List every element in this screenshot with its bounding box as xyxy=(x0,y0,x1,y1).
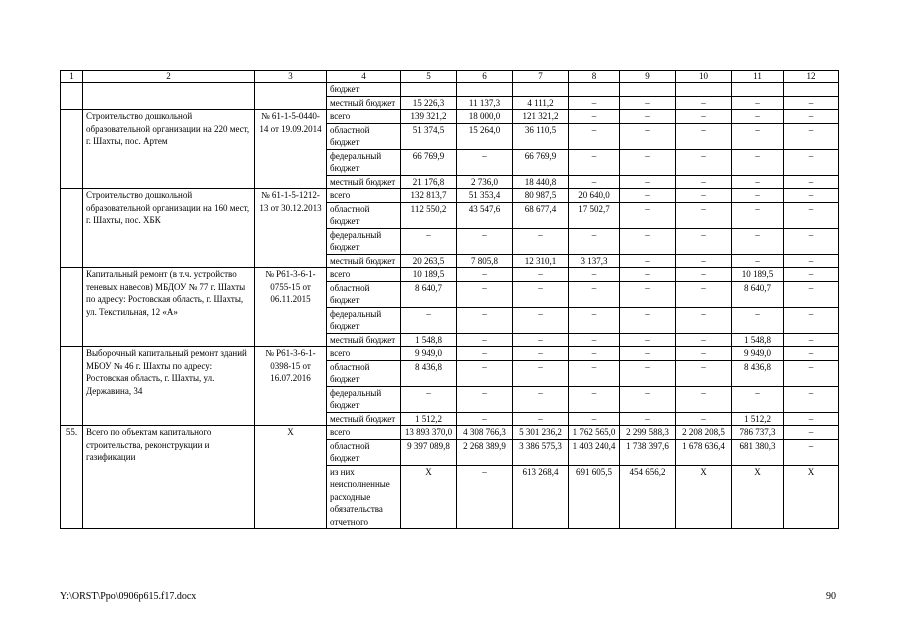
value-cell: 132 813,7 xyxy=(401,189,457,203)
value-cell: – xyxy=(676,96,732,110)
column-header: 3 xyxy=(255,71,327,83)
column-header: 5 xyxy=(401,71,457,83)
value-cell: – xyxy=(620,123,676,149)
value-cell: – xyxy=(569,123,620,149)
value-cell xyxy=(620,83,676,97)
value-cell: – xyxy=(676,386,732,412)
value-cell: – xyxy=(784,412,839,426)
value-cell: – xyxy=(784,268,839,282)
value-cell: Х xyxy=(676,465,732,529)
value-cell: 15 226,3 xyxy=(401,96,457,110)
value-cell: – xyxy=(457,149,513,175)
value-cell xyxy=(732,83,784,97)
column-header: 9 xyxy=(620,71,676,83)
object-name xyxy=(83,83,255,110)
column-header: 8 xyxy=(569,71,620,83)
value-cell: 8 436,8 xyxy=(401,360,457,386)
value-cell: – xyxy=(676,333,732,347)
value-cell: – xyxy=(784,96,839,110)
value-cell: 20 640,0 xyxy=(569,189,620,203)
value-cell: – xyxy=(620,202,676,228)
value-cell: – xyxy=(784,439,839,465)
value-cell: – xyxy=(620,281,676,307)
value-cell: – xyxy=(620,360,676,386)
budget-type: местный бюджет xyxy=(327,175,401,189)
value-cell: – xyxy=(676,175,732,189)
budget-type: всего xyxy=(327,347,401,361)
value-cell: – xyxy=(620,412,676,426)
value-cell: – xyxy=(513,347,569,361)
table-row xyxy=(61,347,839,361)
value-cell: Х xyxy=(732,465,784,529)
value-cell: – xyxy=(569,228,620,254)
value-cell: – xyxy=(784,202,839,228)
value-cell: – xyxy=(569,268,620,282)
column-header: 2 xyxy=(83,71,255,83)
budget-type: всего xyxy=(327,426,401,440)
value-cell xyxy=(513,83,569,97)
column-header: 10 xyxy=(676,71,732,83)
value-cell: – xyxy=(620,268,676,282)
value-cell: – xyxy=(784,149,839,175)
document-number: № 61-1-5-0440-14 от 19.09.2014 xyxy=(255,110,327,189)
value-cell: – xyxy=(457,412,513,426)
value-cell: – xyxy=(401,307,457,333)
budget-type: областной бюджет xyxy=(327,202,401,228)
value-cell: – xyxy=(676,123,732,149)
value-cell: – xyxy=(457,281,513,307)
object-name: Выборочный капитальный ремонт зданий МБОУ № 46 г. Шахты по адресу: Ростовская область, г. Шахты, ул. Державина, 34 xyxy=(83,347,255,426)
value-cell: – xyxy=(620,307,676,333)
value-cell: – xyxy=(457,268,513,282)
value-cell: 1 548,8 xyxy=(401,333,457,347)
value-cell: 66 769,9 xyxy=(513,149,569,175)
value-cell: 9 949,0 xyxy=(401,347,457,361)
value-cell xyxy=(457,83,513,97)
value-cell: – xyxy=(676,347,732,361)
table-row xyxy=(61,426,839,440)
value-cell: 2 736,0 xyxy=(457,175,513,189)
value-cell: – xyxy=(457,386,513,412)
budget-type: областной бюджет xyxy=(327,281,401,307)
value-cell: 21 176,8 xyxy=(401,175,457,189)
value-cell: – xyxy=(784,228,839,254)
value-cell: – xyxy=(457,228,513,254)
value-cell: 17 502,7 xyxy=(569,202,620,228)
value-cell: 4 308 766,3 xyxy=(457,426,513,440)
value-cell: 1 548,8 xyxy=(732,333,784,347)
budget-type: всего xyxy=(327,268,401,282)
value-cell: 13 893 370,0 xyxy=(401,426,457,440)
value-cell: 121 321,2 xyxy=(513,110,569,124)
budget-type: из них неисполненные расходные обязательства отчетного xyxy=(327,465,401,529)
column-header: 1 xyxy=(61,71,83,83)
value-cell: – xyxy=(784,360,839,386)
value-cell: – xyxy=(784,254,839,268)
value-cell: 4 111,2 xyxy=(513,96,569,110)
object-name: Капитальный ремонт (в т.ч. устройство теневых навесов) МБДОУ № 77 г. Шахты по адресу: Ростовская область, г. Шахты, ул. Текстильная, 12 «А» xyxy=(83,268,255,347)
value-cell: 3 386 575,3 xyxy=(513,439,569,465)
value-cell: – xyxy=(732,149,784,175)
value-cell: – xyxy=(676,268,732,282)
value-cell: – xyxy=(620,189,676,203)
value-cell: 10 189,5 xyxy=(401,268,457,282)
value-cell: – xyxy=(569,333,620,347)
value-cell: – xyxy=(513,307,569,333)
value-cell: – xyxy=(676,189,732,203)
budget-type: местный бюджет xyxy=(327,96,401,110)
table-row xyxy=(61,189,839,203)
budget-type: областной бюджет xyxy=(327,360,401,386)
value-cell: – xyxy=(457,307,513,333)
budget-type: всего xyxy=(327,110,401,124)
value-cell: 15 264,0 xyxy=(457,123,513,149)
budget-type: местный бюджет xyxy=(327,254,401,268)
value-cell: – xyxy=(620,149,676,175)
document-number xyxy=(255,83,327,110)
value-cell: – xyxy=(676,202,732,228)
table-row xyxy=(61,83,839,97)
document-number: № Р61-3-6-1-0398-15 от 16.07.2016 xyxy=(255,347,327,426)
value-cell: – xyxy=(676,412,732,426)
value-cell: – xyxy=(457,360,513,386)
value-cell: – xyxy=(732,202,784,228)
value-cell xyxy=(784,83,839,97)
value-cell: – xyxy=(513,333,569,347)
column-header: 11 xyxy=(732,71,784,83)
value-cell: 613 268,4 xyxy=(513,465,569,529)
value-cell: – xyxy=(676,254,732,268)
value-cell: – xyxy=(676,281,732,307)
value-cell: – xyxy=(401,386,457,412)
column-header: 12 xyxy=(784,71,839,83)
value-cell: – xyxy=(569,307,620,333)
value-cell: – xyxy=(620,96,676,110)
value-cell: – xyxy=(676,307,732,333)
value-cell: – xyxy=(732,228,784,254)
value-cell: – xyxy=(457,333,513,347)
column-header: 4 xyxy=(327,71,401,83)
value-cell: 1 403 240,4 xyxy=(569,439,620,465)
budget-type: федеральный бюджет xyxy=(327,386,401,412)
value-cell: – xyxy=(676,228,732,254)
table-row xyxy=(61,268,839,282)
value-cell: – xyxy=(784,426,839,440)
value-cell: – xyxy=(784,386,839,412)
value-cell: 139 321,2 xyxy=(401,110,457,124)
value-cell: 8 640,7 xyxy=(732,281,784,307)
value-cell: 2 299 588,3 xyxy=(620,426,676,440)
value-cell: – xyxy=(569,175,620,189)
value-cell: – xyxy=(676,360,732,386)
row-number: 55. xyxy=(61,426,83,529)
row-number xyxy=(61,110,83,189)
value-cell: 20 263,5 xyxy=(401,254,457,268)
value-cell: – xyxy=(513,281,569,307)
value-cell: – xyxy=(784,307,839,333)
value-cell: 8 640,7 xyxy=(401,281,457,307)
value-cell: – xyxy=(569,96,620,110)
budget-type: федеральный бюджет xyxy=(327,307,401,333)
value-cell: – xyxy=(784,333,839,347)
value-cell: 2 208 208,5 xyxy=(676,426,732,440)
value-cell: 5 301 236,2 xyxy=(513,426,569,440)
budget-type: всего xyxy=(327,189,401,203)
value-cell: 3 137,3 xyxy=(569,254,620,268)
value-cell: – xyxy=(569,110,620,124)
budget-type: бюджет xyxy=(327,83,401,97)
value-cell: – xyxy=(620,386,676,412)
value-cell: – xyxy=(620,333,676,347)
budget-type: местный бюджет xyxy=(327,412,401,426)
table-row xyxy=(61,110,839,124)
column-header: 6 xyxy=(457,71,513,83)
value-cell: – xyxy=(732,123,784,149)
document-number: Х xyxy=(255,426,327,529)
object-name: Строительство дошкольной образовательной организации на 160 мест, г. Шахты, пос. ХБК xyxy=(83,189,255,268)
value-cell: 112 550,2 xyxy=(401,202,457,228)
value-cell: – xyxy=(569,412,620,426)
value-cell: 1 738 397,6 xyxy=(620,439,676,465)
value-cell: – xyxy=(569,281,620,307)
value-cell: – xyxy=(569,360,620,386)
value-cell: 1 512,2 xyxy=(401,412,457,426)
value-cell: 68 677,4 xyxy=(513,202,569,228)
value-cell: – xyxy=(732,307,784,333)
value-cell: – xyxy=(784,189,839,203)
column-header: 7 xyxy=(513,71,569,83)
value-cell: – xyxy=(569,347,620,361)
value-cell xyxy=(401,83,457,97)
value-cell: – xyxy=(620,110,676,124)
value-cell: 1 762 565,0 xyxy=(569,426,620,440)
value-cell: – xyxy=(732,175,784,189)
value-cell: – xyxy=(676,110,732,124)
value-cell: – xyxy=(513,360,569,386)
value-cell: – xyxy=(569,386,620,412)
budget-type: областной бюджет xyxy=(327,123,401,149)
value-cell: – xyxy=(732,254,784,268)
value-cell: 681 380,3 xyxy=(732,439,784,465)
budget-type: областной бюджет xyxy=(327,439,401,465)
value-cell: 51 374,5 xyxy=(401,123,457,149)
document-number: № 61-1-5-1212-13 от 30.12.2013 xyxy=(255,189,327,268)
value-cell: – xyxy=(401,228,457,254)
value-cell: – xyxy=(676,149,732,175)
object-name: Всего по объектам капитального строительства, реконструкции и газификации xyxy=(83,426,255,529)
value-cell: 786 737,3 xyxy=(732,426,784,440)
value-cell: – xyxy=(784,281,839,307)
value-cell: – xyxy=(513,268,569,282)
value-cell: 11 137,3 xyxy=(457,96,513,110)
budget-table xyxy=(60,70,839,529)
value-cell: 80 987,5 xyxy=(513,189,569,203)
row-number xyxy=(61,189,83,268)
budget-type: местный бюджет xyxy=(327,333,401,347)
value-cell: 9 397 089,8 xyxy=(401,439,457,465)
document-number: № Р61-3-6-1-0755-15 от 06.11.2015 xyxy=(255,268,327,347)
value-cell: – xyxy=(784,123,839,149)
value-cell: 7 805,8 xyxy=(457,254,513,268)
budget-type: федеральный бюджет xyxy=(327,149,401,175)
value-cell: – xyxy=(513,386,569,412)
value-cell: 18 440,8 xyxy=(513,175,569,189)
value-cell: – xyxy=(732,96,784,110)
value-cell: 10 189,5 xyxy=(732,268,784,282)
value-cell: – xyxy=(513,228,569,254)
row-number xyxy=(61,268,83,347)
value-cell: – xyxy=(784,175,839,189)
value-cell: 8 436,8 xyxy=(732,360,784,386)
value-cell: 9 949,0 xyxy=(732,347,784,361)
value-cell: 12 310,1 xyxy=(513,254,569,268)
value-cell: – xyxy=(620,175,676,189)
value-cell: – xyxy=(732,386,784,412)
value-cell: – xyxy=(784,347,839,361)
page-number: 90 xyxy=(826,591,836,602)
budget-type: федеральный бюджет xyxy=(327,228,401,254)
value-cell: – xyxy=(732,110,784,124)
value-cell: 454 656,2 xyxy=(620,465,676,529)
value-cell: 43 547,6 xyxy=(457,202,513,228)
value-cell: 691 605,5 xyxy=(569,465,620,529)
value-cell: 1 512,2 xyxy=(732,412,784,426)
value-cell xyxy=(569,83,620,97)
value-cell: 18 000,0 xyxy=(457,110,513,124)
value-cell: – xyxy=(620,347,676,361)
value-cell: – xyxy=(784,110,839,124)
value-cell xyxy=(676,83,732,97)
value-cell: – xyxy=(620,254,676,268)
value-cell: – xyxy=(732,189,784,203)
value-cell: 2 268 389,9 xyxy=(457,439,513,465)
value-cell: – xyxy=(620,228,676,254)
value-cell: – xyxy=(457,465,513,529)
value-cell: 1 678 636,4 xyxy=(676,439,732,465)
object-name: Строительство дошкольной образовательной организации на 220 мест, г. Шахты, пос. Артем xyxy=(83,110,255,189)
value-cell: 66 769,9 xyxy=(401,149,457,175)
value-cell: Х xyxy=(401,465,457,529)
header-row xyxy=(61,71,839,83)
value-cell: 51 353,4 xyxy=(457,189,513,203)
row-number xyxy=(61,83,83,110)
value-cell: Х xyxy=(784,465,839,529)
value-cell: 36 110,5 xyxy=(513,123,569,149)
row-number xyxy=(61,347,83,426)
value-cell: – xyxy=(513,412,569,426)
value-cell: – xyxy=(457,347,513,361)
value-cell: – xyxy=(569,149,620,175)
document-path: Y:\ORST\Ppo\0906p615.f17.docx xyxy=(60,591,197,602)
